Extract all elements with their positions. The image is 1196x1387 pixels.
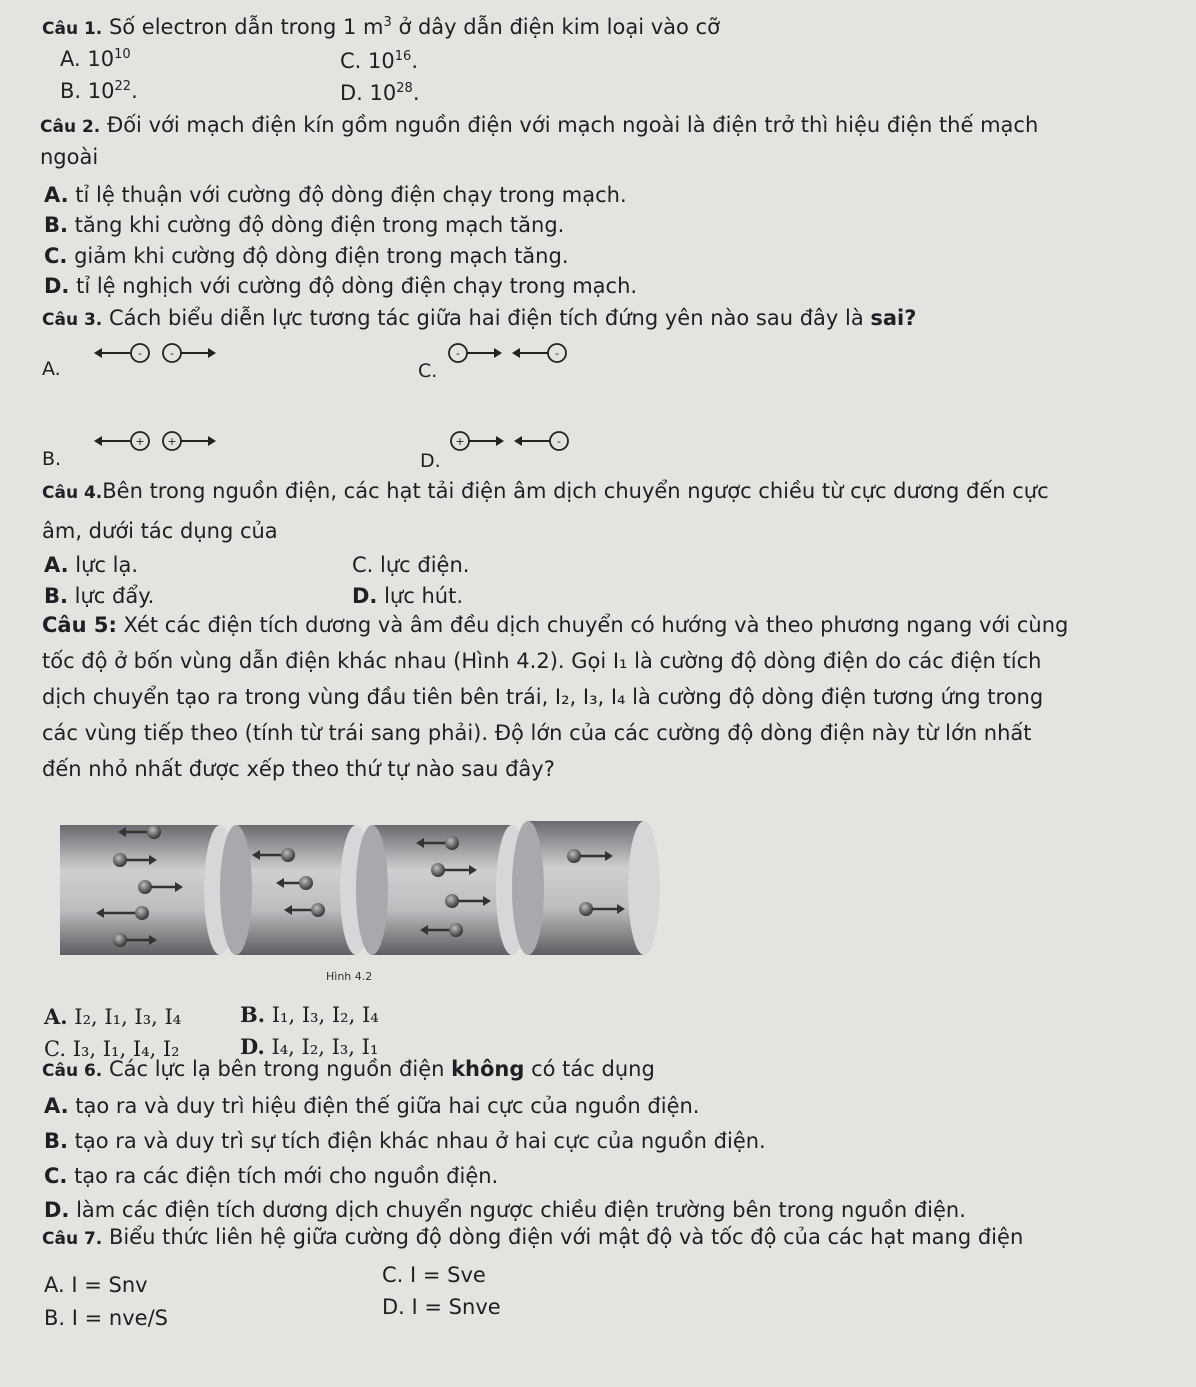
- q7-option-c: C. I = Sve: [382, 1263, 486, 1287]
- q5-option-b: B. I₁, I₃, I₂, I₄: [240, 1002, 379, 1027]
- q5-stem-line4: các vùng tiếp theo (tính từ trái sang phải). Độ lớn của các cường độ dòng điện này từ lớn nhất: [42, 721, 1032, 745]
- q2-stem-line1: Câu 2. Đối với mạch điện kín gồm nguồn điện với mạch ngoài là điện trở thì hiệu điện thế mạch: [40, 113, 1039, 137]
- q1-option-b: B. $10^{22}$.: [60, 79, 138, 103]
- q5-option-a: A. I₂, I₁, I₃, I₄: [44, 1004, 182, 1029]
- q3-option-a-letter: A.: [42, 358, 61, 380]
- q4-option-a: A. lực lạ.: [44, 553, 139, 577]
- q7-option-d: D. I = Snve: [382, 1295, 501, 1319]
- region-3: [356, 825, 528, 955]
- q3-option-d-letter: D.: [420, 450, 441, 472]
- svg-text:-: -: [170, 347, 174, 360]
- q2-option-b: B. tăng khi cường độ dòng điện trong mạch tăng.: [44, 213, 565, 237]
- q4-option-b: B. lực đẩy.: [44, 584, 155, 608]
- svg-text:+: +: [455, 435, 465, 448]
- q6-option-a: A. tạo ra và duy trì hiệu điện thế giữa hai cực của nguồn điện.: [44, 1094, 700, 1118]
- q4-option-c: C. lực điện.: [352, 553, 470, 577]
- q5-stem-line2: tốc độ ở bốn vùng dẫn điện khác nhau (Hình 4.2). Gọi I₁ là cường độ dòng điện do các điện tích: [42, 649, 1042, 673]
- q1-text-before: Số electron dẫn trong 1 m: [102, 15, 384, 39]
- q2-option-a: A. tỉ lệ thuận với cường độ dòng điện chạy trong mạch.: [44, 183, 627, 207]
- q1-option-d: D. $10^{28}$.: [340, 81, 420, 105]
- q6-emphasis: không: [451, 1057, 525, 1081]
- q3-option-b-diagram: [90, 426, 220, 456]
- svg-text:-: -: [555, 347, 559, 360]
- q4-option-d: D. lực hút.: [352, 584, 463, 608]
- q3-option-c-diagram: [444, 338, 574, 368]
- q4-stem-line2: âm, dưới tác dụng của: [42, 519, 278, 543]
- q7-number: Câu 7.: [42, 1229, 103, 1249]
- q7-stem: Câu 7. Biểu thức liên hệ giữa cường độ dòng điện với mật độ và tốc độ của các hạt mang điện: [42, 1225, 1024, 1249]
- svg-text:-: -: [138, 347, 142, 360]
- q7-option-b: B. I = nve/S: [44, 1306, 168, 1330]
- q5-option-d: D. I₄, I₂, I₃, I₁: [240, 1034, 379, 1059]
- q5-stem-line3: dịch chuyển tạo ra trong vùng đầu tiên bên trái, I₂, I₃, I₄ là cường độ dòng điện tương ứng trong: [42, 685, 1044, 709]
- q7-option-a: A. I = Snv: [44, 1273, 148, 1297]
- q4-stem-line1: Câu 4.Bên trong nguồn điện, các hạt tải điện âm dịch chuyển ngược chiều từ cực dương đến cực: [42, 479, 1049, 503]
- q5-stem-line1: Câu 5: Xét các điện tích dương và âm đều dịch chuyển có hướng và theo phương ngang với cùng: [42, 613, 1069, 637]
- q6-option-c: C. tạo ra các điện tích mới cho nguồn điện.: [44, 1164, 499, 1188]
- svg-text:-: -: [557, 435, 561, 448]
- q2-number: Câu 2.: [40, 117, 101, 137]
- q6-option-b: B. tạo ra và duy trì sự tích điện khác nhau ở hai cực của nguồn điện.: [44, 1129, 766, 1153]
- q6-number: Câu 6.: [42, 1061, 103, 1081]
- q1-number: Câu 1.: [42, 19, 103, 39]
- q1-text-sup: 3: [383, 15, 392, 30]
- figure-4-2: [60, 815, 660, 965]
- q1-text-after: ở dây dẫn điện kim loại vào cỡ: [391, 15, 720, 39]
- q1-stem: [42, 14, 720, 42]
- region-4: [512, 821, 660, 955]
- q2-stem-line2: ngoài: [40, 145, 99, 169]
- q2-option-c: C. giảm khi cường độ dòng điện trong mạch tăng.: [44, 244, 569, 268]
- q3-option-c-letter: C.: [418, 360, 438, 382]
- region-1: [60, 825, 236, 955]
- q5-option-c: C. I₃, I₁, I₄, I₂: [44, 1037, 180, 1061]
- q3-emphasis: sai?: [870, 306, 917, 330]
- q3-option-d-diagram: [446, 426, 576, 456]
- q2-option-d: D. tỉ lệ nghịch với cường độ dòng điện chạy trong mạch.: [44, 274, 638, 298]
- svg-text:+: +: [167, 435, 177, 448]
- q1-option-c: C. $10^{16}$.: [340, 49, 418, 73]
- svg-text:-: -: [456, 347, 460, 360]
- q3-option-b-letter: B.: [42, 448, 62, 470]
- q5-stem-line5: đến nhỏ nhất được xếp theo thứ tự nào sau đây?: [42, 757, 555, 781]
- q5-number: Câu 5:: [42, 613, 117, 637]
- q1-option-a: A. $10^{10}$: [60, 47, 131, 71]
- figure-caption: Hình 4.2: [326, 970, 373, 983]
- q6-stem: Câu 6. Các lực lạ bên trong nguồn điện không có tác dụng: [42, 1057, 655, 1081]
- q3-stem: Câu 3. Cách biểu diễn lực tương tác giữa hai điện tích đứng yên nào sau đây là sai?: [42, 306, 917, 330]
- q3-number: Câu 3.: [42, 310, 103, 330]
- q3-option-a-diagram: [90, 338, 220, 368]
- region-2: [220, 825, 372, 955]
- svg-text:+: +: [135, 435, 145, 448]
- q6-option-d: D. làm các điện tích dương dịch chuyển ngược chiều điện trường bên trong nguồn điện.: [44, 1198, 966, 1222]
- q4-number: Câu 4.: [42, 483, 103, 503]
